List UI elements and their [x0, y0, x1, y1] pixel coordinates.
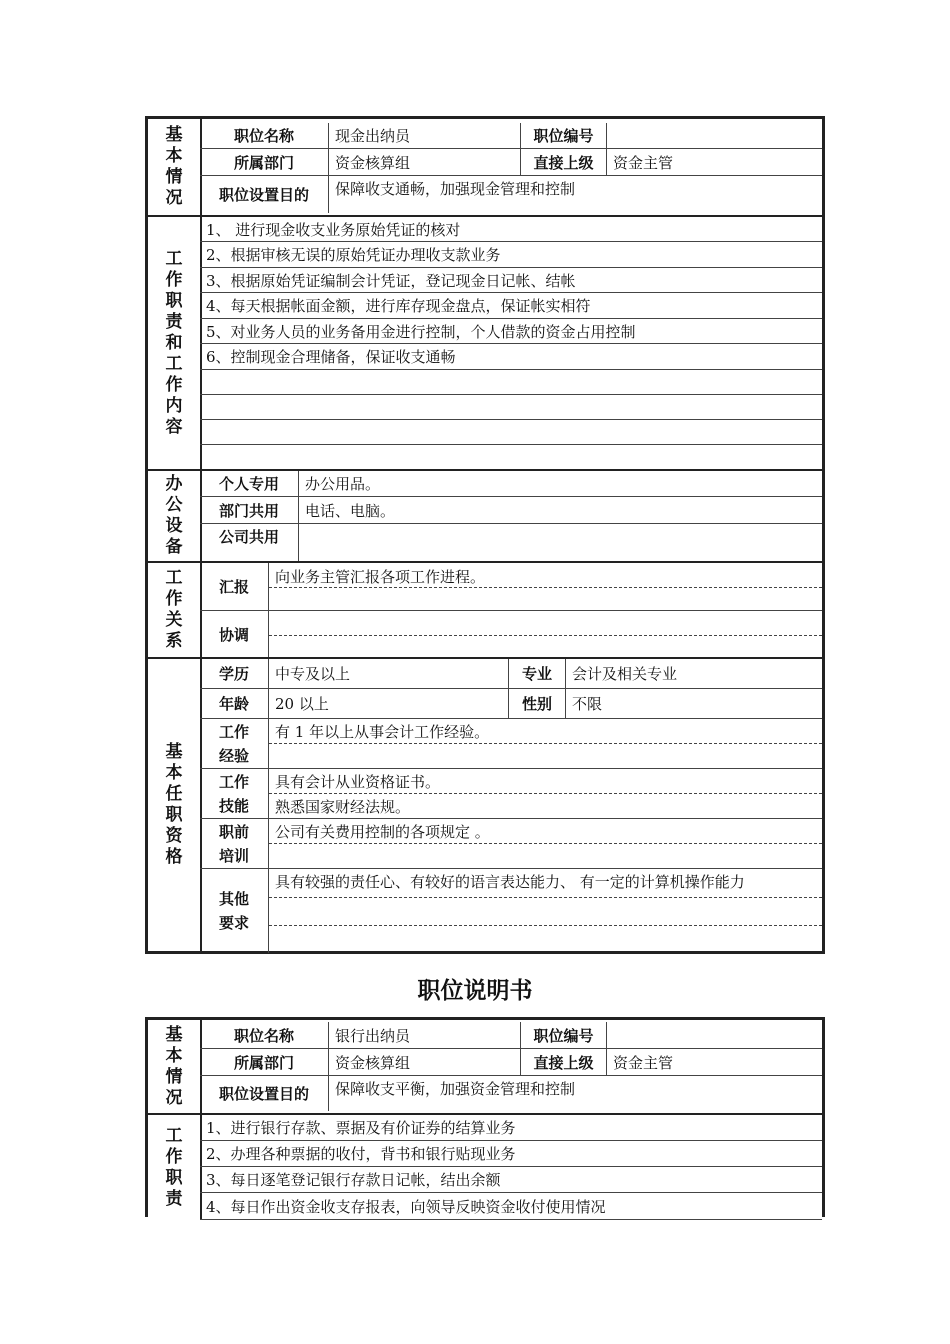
- position-name-value: 现金出纳员: [328, 123, 520, 148]
- major-label: 专业: [508, 659, 565, 688]
- superior-label: 直接上级: [520, 1049, 606, 1075]
- basic-row-3: [200, 176, 822, 213]
- position-name-label: 职位名称: [233, 1026, 294, 1045]
- qualifications-section: [148, 657, 822, 951]
- basic-row-1: [200, 1022, 822, 1049]
- basic-row-2: [200, 1049, 822, 1076]
- basic-row-3: [200, 1076, 822, 1111]
- position-no-value: [606, 1022, 822, 1048]
- gender-label: 性别: [508, 689, 565, 718]
- basic-info-section: [148, 1020, 822, 1113]
- relations-section: [148, 561, 822, 657]
- report-row: [200, 563, 822, 611]
- duty-item: 5、对业务人员的业务备用金进行控制，个人借款的资金占用控制: [200, 319, 822, 344]
- company-shared-label: 公司共用: [218, 528, 279, 546]
- equipment-row: [200, 497, 822, 524]
- job-form-bank-cashier: [145, 1017, 825, 1217]
- duty-item: 1、进行银行存款、票据及有价证券的结算业务: [200, 1115, 822, 1141]
- equipment-label: 办 公 设 备: [148, 471, 202, 561]
- duties-label: 工 作 职 责 和 工 作 内 容: [148, 217, 202, 469]
- duty-item: 4、每天根据帐面金额，进行库存现金盘点，保证帐实相符: [200, 293, 822, 319]
- basic-info-section: [148, 119, 822, 215]
- coord-row: [200, 611, 822, 657]
- duty-item: 2、办理各种票据的收付，背书和银行贴现业务: [200, 1141, 822, 1167]
- experience-row: [200, 719, 822, 769]
- gender-value: 不限: [565, 689, 822, 718]
- duty-item: 3、每日逐笔登记银行存款日记帐，结出余额: [200, 1167, 822, 1193]
- dept-value: 资金核算组: [328, 149, 520, 175]
- dept-value: 资金核算组: [328, 1049, 520, 1075]
- superior-label: 直接上级: [520, 149, 606, 175]
- duties-section: [148, 1113, 822, 1220]
- edu-label: 学历: [218, 665, 249, 683]
- duty-item-empty: [200, 420, 822, 445]
- major-value: 会计及相关专业: [565, 659, 822, 688]
- duty-item: 2、根据审核无误的原始凭证办理收支款业务: [200, 242, 822, 268]
- experience-value: 有 1 年以上从事会计工作经验。: [275, 723, 490, 741]
- edu-row: [200, 659, 822, 689]
- duty-item: 1、 进行现金收支业务原始凭证的核对: [200, 217, 822, 242]
- duty-item: 4、每日作出资金收支存报表，向领导反映资金收付使用情况: [200, 1193, 822, 1220]
- position-no-label: 职位编号: [520, 123, 606, 148]
- dept-label: 所属部门: [233, 153, 294, 172]
- purpose-value: 保障收支平衡，加强资金管理和控制: [328, 1076, 822, 1111]
- age-value: 20 以上: [268, 689, 508, 718]
- personal-value: 办公用品。: [298, 471, 822, 496]
- duty-item-empty: [200, 370, 822, 395]
- skills-value-1: 具有会计从业资格证书。: [275, 773, 441, 791]
- equipment-row: [200, 524, 822, 561]
- superior-value: 资金主管: [606, 1049, 822, 1075]
- skills-value-2: 熟悉国家财经法规。: [275, 798, 411, 816]
- other-value: 具有较强的责任心、有较好的语言表达能力、 有一定的计算机操作能力: [275, 873, 745, 891]
- other-row: [200, 869, 822, 953]
- purpose-label: 职位设置目的: [218, 186, 309, 204]
- skills-row: [200, 769, 822, 819]
- experience-label: 工作 经验: [218, 722, 249, 765]
- equipment-row: [200, 471, 822, 497]
- training-row: [200, 819, 822, 869]
- job-form-cashier: [145, 116, 825, 954]
- edu-value: 中专及以上: [268, 659, 508, 688]
- basic-row-1: [200, 123, 822, 149]
- personal-label: 个人专用: [218, 475, 279, 493]
- coord-label: 协调: [218, 625, 249, 644]
- basic-info-label: 基 本 情 况: [148, 119, 202, 215]
- report-value: 向业务主管汇报各项工作进程。: [275, 568, 486, 586]
- skills-label: 工作 技能: [218, 772, 249, 815]
- position-name-value: 银行出纳员: [328, 1022, 520, 1048]
- age-label: 年龄: [218, 695, 249, 713]
- other-label: 其他 要求: [218, 890, 249, 932]
- duty-item: 6、控制现金合理储备，保证收支通畅: [200, 344, 822, 370]
- age-row: [200, 689, 822, 719]
- purpose-value: 保障收支通畅，加强现金管理和控制: [328, 176, 822, 213]
- qualifications-label: 基 本 任 职 资 格: [148, 659, 202, 951]
- equipment-section: [148, 469, 822, 561]
- position-no-value: [606, 123, 822, 148]
- report-label: 汇报: [218, 578, 249, 596]
- dept-shared-value: 电话、电脑。: [298, 497, 822, 523]
- company-shared-value: [298, 524, 822, 561]
- duty-item: 3、根据原始凭证编制会计凭证，登记现金日记帐、结帐: [200, 268, 822, 293]
- dept-shared-label: 部门共用: [218, 501, 279, 520]
- basic-row-2: [200, 149, 822, 176]
- dept-label: 所属部门: [233, 1053, 294, 1072]
- duties-label: 工 作 职 责: [148, 1115, 202, 1220]
- basic-info-label: 基 本 情 况: [148, 1020, 202, 1113]
- duties-section: [148, 215, 822, 469]
- training-value: 公司有关费用控制的各项规定 。: [275, 823, 490, 841]
- relations-label: 工 作 关 系: [148, 563, 202, 657]
- training-label: 职前 培训: [218, 822, 249, 865]
- duty-item-empty: [200, 395, 822, 420]
- page-title: 职位说明书: [417, 978, 533, 1004]
- purpose-label: 职位设置目的: [218, 1085, 309, 1103]
- position-no-label: 职位编号: [520, 1022, 606, 1048]
- superior-value: 资金主管: [606, 149, 822, 175]
- position-name-label: 职位名称: [233, 127, 294, 145]
- duty-item-empty: [200, 445, 822, 469]
